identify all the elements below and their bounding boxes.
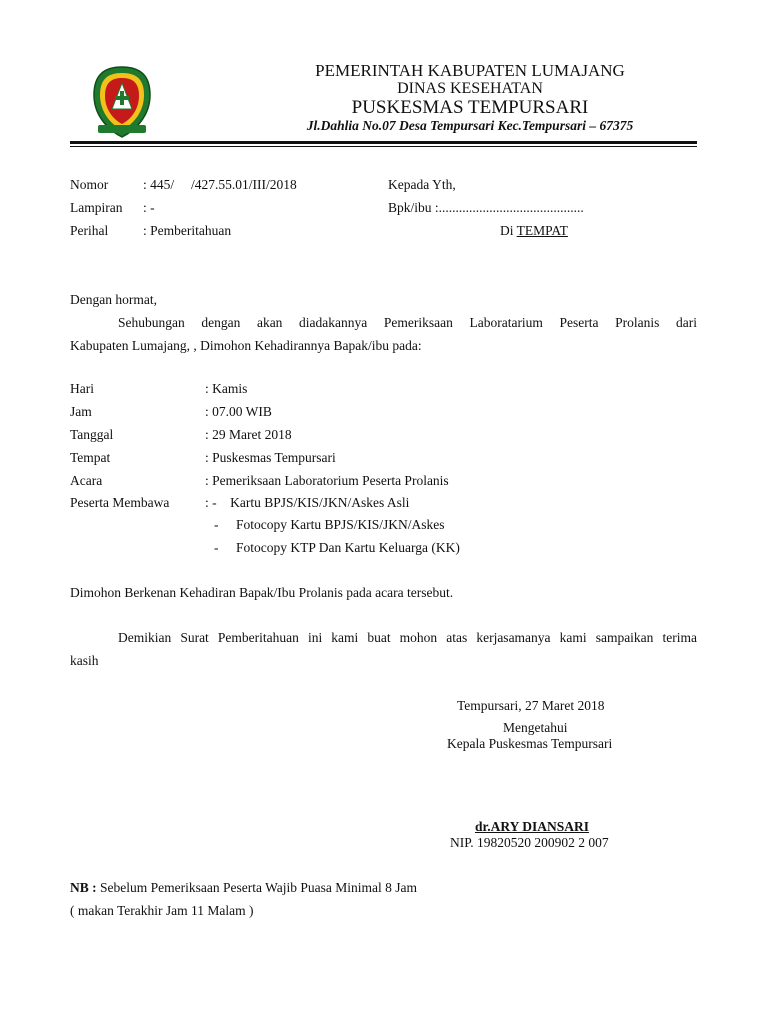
bring-item: Fotocopy KTP Dan Kartu Keluarga (KK) (236, 540, 460, 555)
detail-value: : 29 Maret 2018 (205, 427, 292, 442)
signer-nip: NIP. 19820520 200902 2 007 (450, 835, 609, 850)
closing-line-1: Demikian Surat Pemberitahuan ini kami buat mohon atas kerjasamanya kami sampaikan terima (118, 630, 697, 645)
greeting: Dengan hormat, (70, 292, 157, 307)
detail-value: : 07.00 WIB (205, 404, 272, 419)
place-date: Tempursari, 27 Maret 2018 (457, 698, 605, 713)
puskesmas-logo (90, 65, 154, 139)
detail-value: : Pemeriksaan Laboratorium Peserta Prolanis (205, 473, 449, 488)
detail-label: Tempat (70, 450, 111, 465)
letterhead-government: PEMERINTAH KABUPATEN LUMAJANG (315, 61, 625, 80)
bring-item-dash: - (214, 517, 219, 532)
signer-name: dr.ARY DIANSARI (475, 819, 590, 834)
note-line-2: ( makan Terakhir Jam 11 Malam ) (70, 903, 254, 918)
note-text: Sebelum Pemeriksaan Peserta Wajib Puasa Minimal 8 Jam (96, 880, 417, 895)
lampiran-label: Lampiran (70, 200, 123, 215)
detail-label: Acara (70, 473, 103, 488)
recipient-name-blank: Bpk/ibu :........................................... (388, 200, 584, 215)
recipient-location (500, 224, 568, 238)
lampiran-value: : - (143, 200, 155, 215)
intro-line-2: Kabupaten Lumajang, , Dimohon Kehadirannya Bapak/ibu pada: (70, 338, 422, 353)
detail-value: : Kamis (205, 381, 248, 396)
mengetahui: Mengetahui (503, 720, 568, 735)
detail-value: : Puskesmas Tempursari (205, 450, 336, 465)
nomor-label: Nomor (70, 177, 109, 192)
letterhead-rule-thin (70, 146, 697, 147)
note-line-1 (70, 881, 417, 895)
nomor-value: : 445/ /427.55.01/III/2018 (143, 177, 297, 192)
attendance-request: Dimohon Berkenan Kehadiran Bapak/Ibu Prolanis pada acara tersebut. (70, 585, 454, 600)
detail-label: Peserta Membawa (70, 495, 170, 510)
bring-item-dash: - (214, 540, 219, 555)
recipient-greeting: Kepada Yth, (388, 177, 456, 192)
detail-value: : - Kartu BPJS/KIS/JKN/Askes Asli (205, 495, 410, 510)
letterhead-department: DINAS KESEHATAN (397, 80, 543, 97)
perihal-value: : Pemberitahuan (143, 223, 232, 238)
letterhead-rule-thick (70, 141, 697, 144)
detail-label: Hari (70, 381, 94, 396)
perihal-label: Perihal (70, 223, 109, 238)
tempat-underlined: TEMPAT (516, 223, 568, 238)
detail-label: Tanggal (70, 427, 114, 442)
intro-line-1: Sehubungan dengan akan diadakannya Pemeriksaan Laboratarium Peserta Prolanis dari (118, 315, 697, 330)
letterhead-address: Jl.Dahlia No.07 Desa Tempursari Kec.Tempursari – 67375 (306, 118, 634, 133)
detail-label: Jam (70, 404, 92, 419)
bring-item: Fotocopy Kartu BPJS/KIS/JKN/Askes (236, 517, 445, 532)
note-label: NB : (70, 880, 97, 895)
closing-line-2: kasih (70, 653, 99, 668)
di-prefix: Di (500, 223, 517, 238)
signer-position: Kepala Puskesmas Tempursari (447, 736, 613, 751)
letterhead-institution: PUSKESMAS TEMPURSARI (351, 97, 589, 118)
